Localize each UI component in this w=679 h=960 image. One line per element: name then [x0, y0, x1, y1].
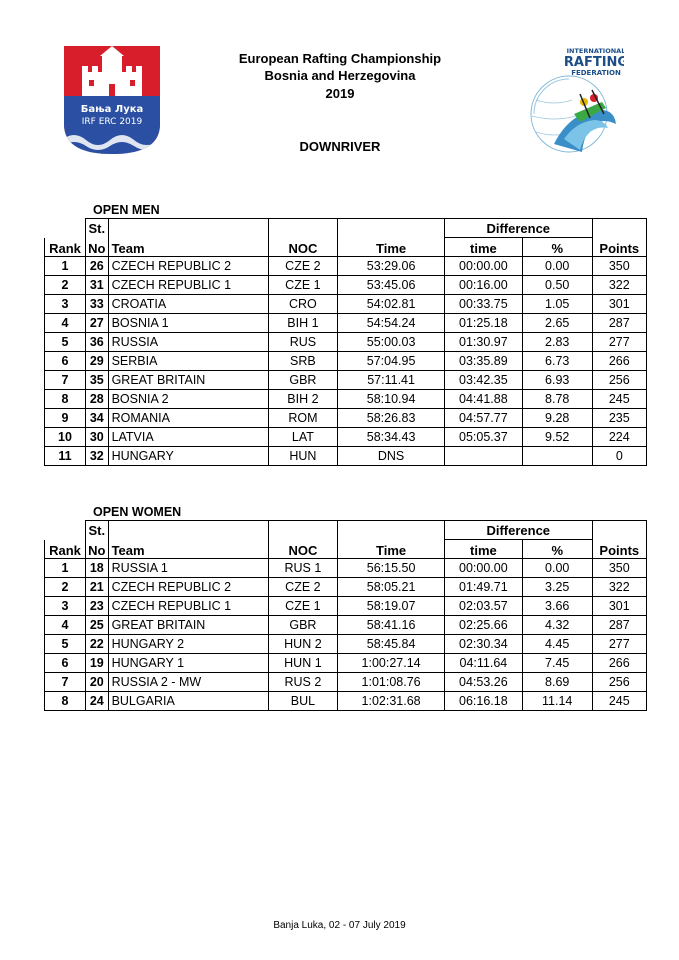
cell-diff-time: 02:03.57: [444, 597, 522, 616]
cell-diff-pct: 9.28: [522, 409, 592, 428]
cell-rank: 6: [45, 654, 86, 673]
cell-time: 1:00:27.14: [338, 654, 445, 673]
cell-start-no: 27: [86, 314, 109, 333]
cell-points: 256: [592, 673, 646, 692]
irf-logo: [524, 44, 624, 156]
cell-start-no: 21: [86, 578, 109, 597]
col-noc: NOC: [268, 238, 338, 257]
cell-diff-pct: 3.66: [522, 597, 592, 616]
cell-points: 277: [592, 635, 646, 654]
cell-time: 55:00.03: [338, 333, 445, 352]
cell-time: 1:01:08.76: [338, 673, 445, 692]
table-header-row-1: [45, 219, 647, 238]
cell-diff-pct: [522, 447, 592, 466]
results-table-open-men: [44, 218, 647, 466]
cell-time: 1:02:31.68: [338, 692, 445, 711]
cell-time: 58:26.83: [338, 409, 445, 428]
cell-points: 301: [592, 295, 646, 314]
cell-rank: 7: [45, 371, 86, 390]
cell-noc: LAT: [268, 428, 338, 447]
cell-points: 287: [592, 616, 646, 635]
cell-team: BULGARIA: [108, 692, 268, 711]
cell-diff-time: 02:25.66: [444, 616, 522, 635]
col-rank: Rank: [45, 540, 86, 559]
cell-rank: 3: [45, 295, 86, 314]
cell-time: 57:04.95: [338, 352, 445, 371]
cell-points: 277: [592, 333, 646, 352]
logo-left-line2: IRF ERC 2019: [81, 117, 143, 127]
cell-start-no: 32: [86, 447, 109, 466]
cell-team: HUNGARY 2: [108, 635, 268, 654]
cell-team: CZECH REPUBLIC 2: [108, 578, 268, 597]
cell-team: BOSNIA 1: [108, 314, 268, 333]
cell-rank: 4: [45, 314, 86, 333]
col-rank: Rank: [45, 238, 86, 257]
table-row: [45, 295, 647, 314]
cell-start-no: 18: [86, 559, 109, 578]
cell-noc: GBR: [268, 616, 338, 635]
cell-diff-pct: 2.83: [522, 333, 592, 352]
cell-team: CZECH REPUBLIC 2: [108, 257, 268, 276]
cell-noc: HUN 2: [268, 635, 338, 654]
table-row: [45, 352, 647, 371]
col-difference: Difference: [444, 219, 592, 238]
table-row: [45, 559, 647, 578]
table-header-row-1: [45, 521, 647, 540]
cell-team: RUSSIA 1: [108, 559, 268, 578]
cell-diff-time: 04:11.64: [444, 654, 522, 673]
table-row: [45, 447, 647, 466]
cell-points: 350: [592, 257, 646, 276]
cell-noc: RUS: [268, 333, 338, 352]
cell-rank: 5: [45, 333, 86, 352]
cell-points: 266: [592, 352, 646, 371]
table-row: [45, 276, 647, 295]
cell-noc: HUN: [268, 447, 338, 466]
col-st: St.: [86, 521, 109, 540]
cell-team: CROATIA: [108, 295, 268, 314]
cell-points: 256: [592, 371, 646, 390]
cell-diff-time: 04:57.77: [444, 409, 522, 428]
cell-noc: CRO: [268, 295, 338, 314]
cell-noc: GBR: [268, 371, 338, 390]
cell-diff-time: 01:30.97: [444, 333, 522, 352]
table-header-row-2: [45, 238, 647, 257]
col-diff-pct: %: [522, 540, 592, 559]
cell-diff-time: 00:16.00: [444, 276, 522, 295]
cell-diff-time: 06:16.18: [444, 692, 522, 711]
cell-team: HUNGARY: [108, 447, 268, 466]
cell-diff-time: 03:35.89: [444, 352, 522, 371]
cell-start-no: 28: [86, 390, 109, 409]
cell-points: 0: [592, 447, 646, 466]
cell-diff-pct: 8.78: [522, 390, 592, 409]
cell-diff-time: 05:05.37: [444, 428, 522, 447]
cell-team: GREAT BRITAIN: [108, 616, 268, 635]
col-no: No: [86, 238, 109, 257]
event-title: European Rafting Championship: [238, 51, 442, 66]
cell-diff-time: 01:25.18: [444, 314, 522, 333]
table-row: [45, 597, 647, 616]
cell-points: 350: [592, 559, 646, 578]
col-team: Team: [108, 238, 268, 257]
cell-team: LATVIA: [108, 428, 268, 447]
table-row: [45, 314, 647, 333]
cell-diff-time: 04:53.26: [444, 673, 522, 692]
cell-time: 58:41.16: [338, 616, 445, 635]
cell-start-no: 23: [86, 597, 109, 616]
cell-points: 266: [592, 654, 646, 673]
cell-rank: 8: [45, 692, 86, 711]
table-row: [45, 673, 647, 692]
cell-diff-time: 01:49.71: [444, 578, 522, 597]
col-team: Team: [108, 540, 268, 559]
cell-diff-pct: 4.32: [522, 616, 592, 635]
cell-time: 58:10.94: [338, 390, 445, 409]
col-diff-pct: %: [522, 238, 592, 257]
cell-time: 58:45.84: [338, 635, 445, 654]
cell-diff-pct: 0.50: [522, 276, 592, 295]
cell-noc: ROM: [268, 409, 338, 428]
cell-rank: 1: [45, 559, 86, 578]
col-time: Time: [338, 238, 445, 257]
table-row: [45, 428, 647, 447]
cell-noc: HUN 1: [268, 654, 338, 673]
cell-team: ROMANIA: [108, 409, 268, 428]
section-title-open-men: OPEN MEN: [93, 203, 160, 217]
cell-points: 287: [592, 314, 646, 333]
cell-noc: RUS 1: [268, 559, 338, 578]
cell-time: 56:15.50: [338, 559, 445, 578]
cell-start-no: 30: [86, 428, 109, 447]
cell-noc: CZE 1: [268, 276, 338, 295]
cell-start-no: 35: [86, 371, 109, 390]
col-noc: NOC: [268, 540, 338, 559]
logo-right-line3: FEDERATION: [571, 69, 621, 77]
cell-diff-time: [444, 447, 522, 466]
cell-diff-pct: 3.25: [522, 578, 592, 597]
cell-start-no: 19: [86, 654, 109, 673]
logo-left-line1: Бања Лука: [80, 104, 144, 115]
cell-start-no: 22: [86, 635, 109, 654]
table-row: [45, 616, 647, 635]
cell-points: 245: [592, 692, 646, 711]
table-row: [45, 578, 647, 597]
table-row: [45, 390, 647, 409]
col-no: No: [86, 540, 109, 559]
cell-rank: 1: [45, 257, 86, 276]
cell-start-no: 29: [86, 352, 109, 371]
cell-rank: 5: [45, 635, 86, 654]
cell-points: 224: [592, 428, 646, 447]
cell-start-no: 20: [86, 673, 109, 692]
cell-time: 53:29.06: [338, 257, 445, 276]
event-year: 2019: [325, 86, 355, 101]
cell-rank: 10: [45, 428, 86, 447]
cell-rank: 4: [45, 616, 86, 635]
col-points: Points: [592, 540, 646, 559]
cell-start-no: 24: [86, 692, 109, 711]
cell-diff-pct: 0.00: [522, 257, 592, 276]
cell-start-no: 34: [86, 409, 109, 428]
col-diff-time: time: [444, 540, 522, 559]
cell-diff-time: 00:00.00: [444, 257, 522, 276]
cell-start-no: 25: [86, 616, 109, 635]
cell-noc: BUL: [268, 692, 338, 711]
cell-diff-time: 03:42.35: [444, 371, 522, 390]
cell-team: RUSSIA: [108, 333, 268, 352]
cell-team: CZECH REPUBLIC 1: [108, 597, 268, 616]
table-row: [45, 409, 647, 428]
cell-rank: 6: [45, 352, 86, 371]
cell-start-no: 31: [86, 276, 109, 295]
col-time: Time: [338, 540, 445, 559]
cell-team: CZECH REPUBLIC 1: [108, 276, 268, 295]
footer-location-dates: Banja Luka, 02 - 07 July 2019: [273, 920, 406, 931]
table-row: [45, 333, 647, 352]
cell-noc: CZE 2: [268, 578, 338, 597]
cell-diff-pct: 11.14: [522, 692, 592, 711]
cell-diff-pct: 6.73: [522, 352, 592, 371]
cell-noc: RUS 2: [268, 673, 338, 692]
logo-right-line2: RAFTING: [563, 55, 624, 70]
cell-rank: 9: [45, 409, 86, 428]
cell-diff-pct: 0.00: [522, 559, 592, 578]
cell-team: SERBIA: [108, 352, 268, 371]
cell-diff-pct: 4.45: [522, 635, 592, 654]
cell-rank: 2: [45, 276, 86, 295]
cell-team: HUNGARY 1: [108, 654, 268, 673]
cell-rank: 11: [45, 447, 86, 466]
cell-points: 245: [592, 390, 646, 409]
cell-time: DNS: [338, 447, 445, 466]
cell-team: BOSNIA 2: [108, 390, 268, 409]
cell-rank: 3: [45, 597, 86, 616]
cell-time: 54:02.81: [338, 295, 445, 314]
discipline-title: DOWNRIVER: [299, 139, 381, 154]
cell-noc: CZE 1: [268, 597, 338, 616]
cell-points: 322: [592, 578, 646, 597]
cell-team: RUSSIA 2 - MW: [108, 673, 268, 692]
cell-start-no: 36: [86, 333, 109, 352]
cell-noc: BIH 2: [268, 390, 338, 409]
cell-diff-time: 02:30.34: [444, 635, 522, 654]
table-row: [45, 257, 647, 276]
event-subtitle: Bosnia and Herzegovina: [264, 68, 416, 83]
cell-diff-pct: 7.45: [522, 654, 592, 673]
cell-time: 58:34.43: [338, 428, 445, 447]
cell-diff-pct: 8.69: [522, 673, 592, 692]
section-title-open-women: OPEN WOMEN: [93, 505, 182, 519]
cell-rank: 8: [45, 390, 86, 409]
cell-diff-pct: 6.93: [522, 371, 592, 390]
cell-points: 301: [592, 597, 646, 616]
cell-diff-pct: 1.05: [522, 295, 592, 314]
table-row: [45, 635, 647, 654]
cell-start-no: 33: [86, 295, 109, 314]
cell-time: 58:19.07: [338, 597, 445, 616]
col-diff-time: time: [444, 238, 522, 257]
logo-right-line1: INTERNATIONAL: [566, 47, 624, 55]
col-st: St.: [86, 219, 109, 238]
cell-time: 58:05.21: [338, 578, 445, 597]
cell-rank: 7: [45, 673, 86, 692]
cell-noc: BIH 1: [268, 314, 338, 333]
cell-points: 322: [592, 276, 646, 295]
cell-points: 235: [592, 409, 646, 428]
cell-diff-pct: 2.65: [522, 314, 592, 333]
cell-diff-pct: 9.52: [522, 428, 592, 447]
results-table-open-women: [44, 520, 647, 711]
cell-time: 57:11.41: [338, 371, 445, 390]
table-header-row-2: [45, 540, 647, 559]
table-row: [45, 654, 647, 673]
cell-team: GREAT BRITAIN: [108, 371, 268, 390]
cell-time: 54:54.24: [338, 314, 445, 333]
cell-noc: SRB: [268, 352, 338, 371]
table-row: [45, 692, 647, 711]
col-points: Points: [592, 238, 646, 257]
cell-diff-time: 00:33.75: [444, 295, 522, 314]
cell-time: 53:45.06: [338, 276, 445, 295]
banja-luka-erc-logo: [62, 44, 162, 156]
cell-diff-time: 00:00.00: [444, 559, 522, 578]
cell-start-no: 26: [86, 257, 109, 276]
table-row: [45, 371, 647, 390]
cell-noc: CZE 2: [268, 257, 338, 276]
col-difference: Difference: [444, 521, 592, 540]
cell-rank: 2: [45, 578, 86, 597]
cell-diff-time: 04:41.88: [444, 390, 522, 409]
